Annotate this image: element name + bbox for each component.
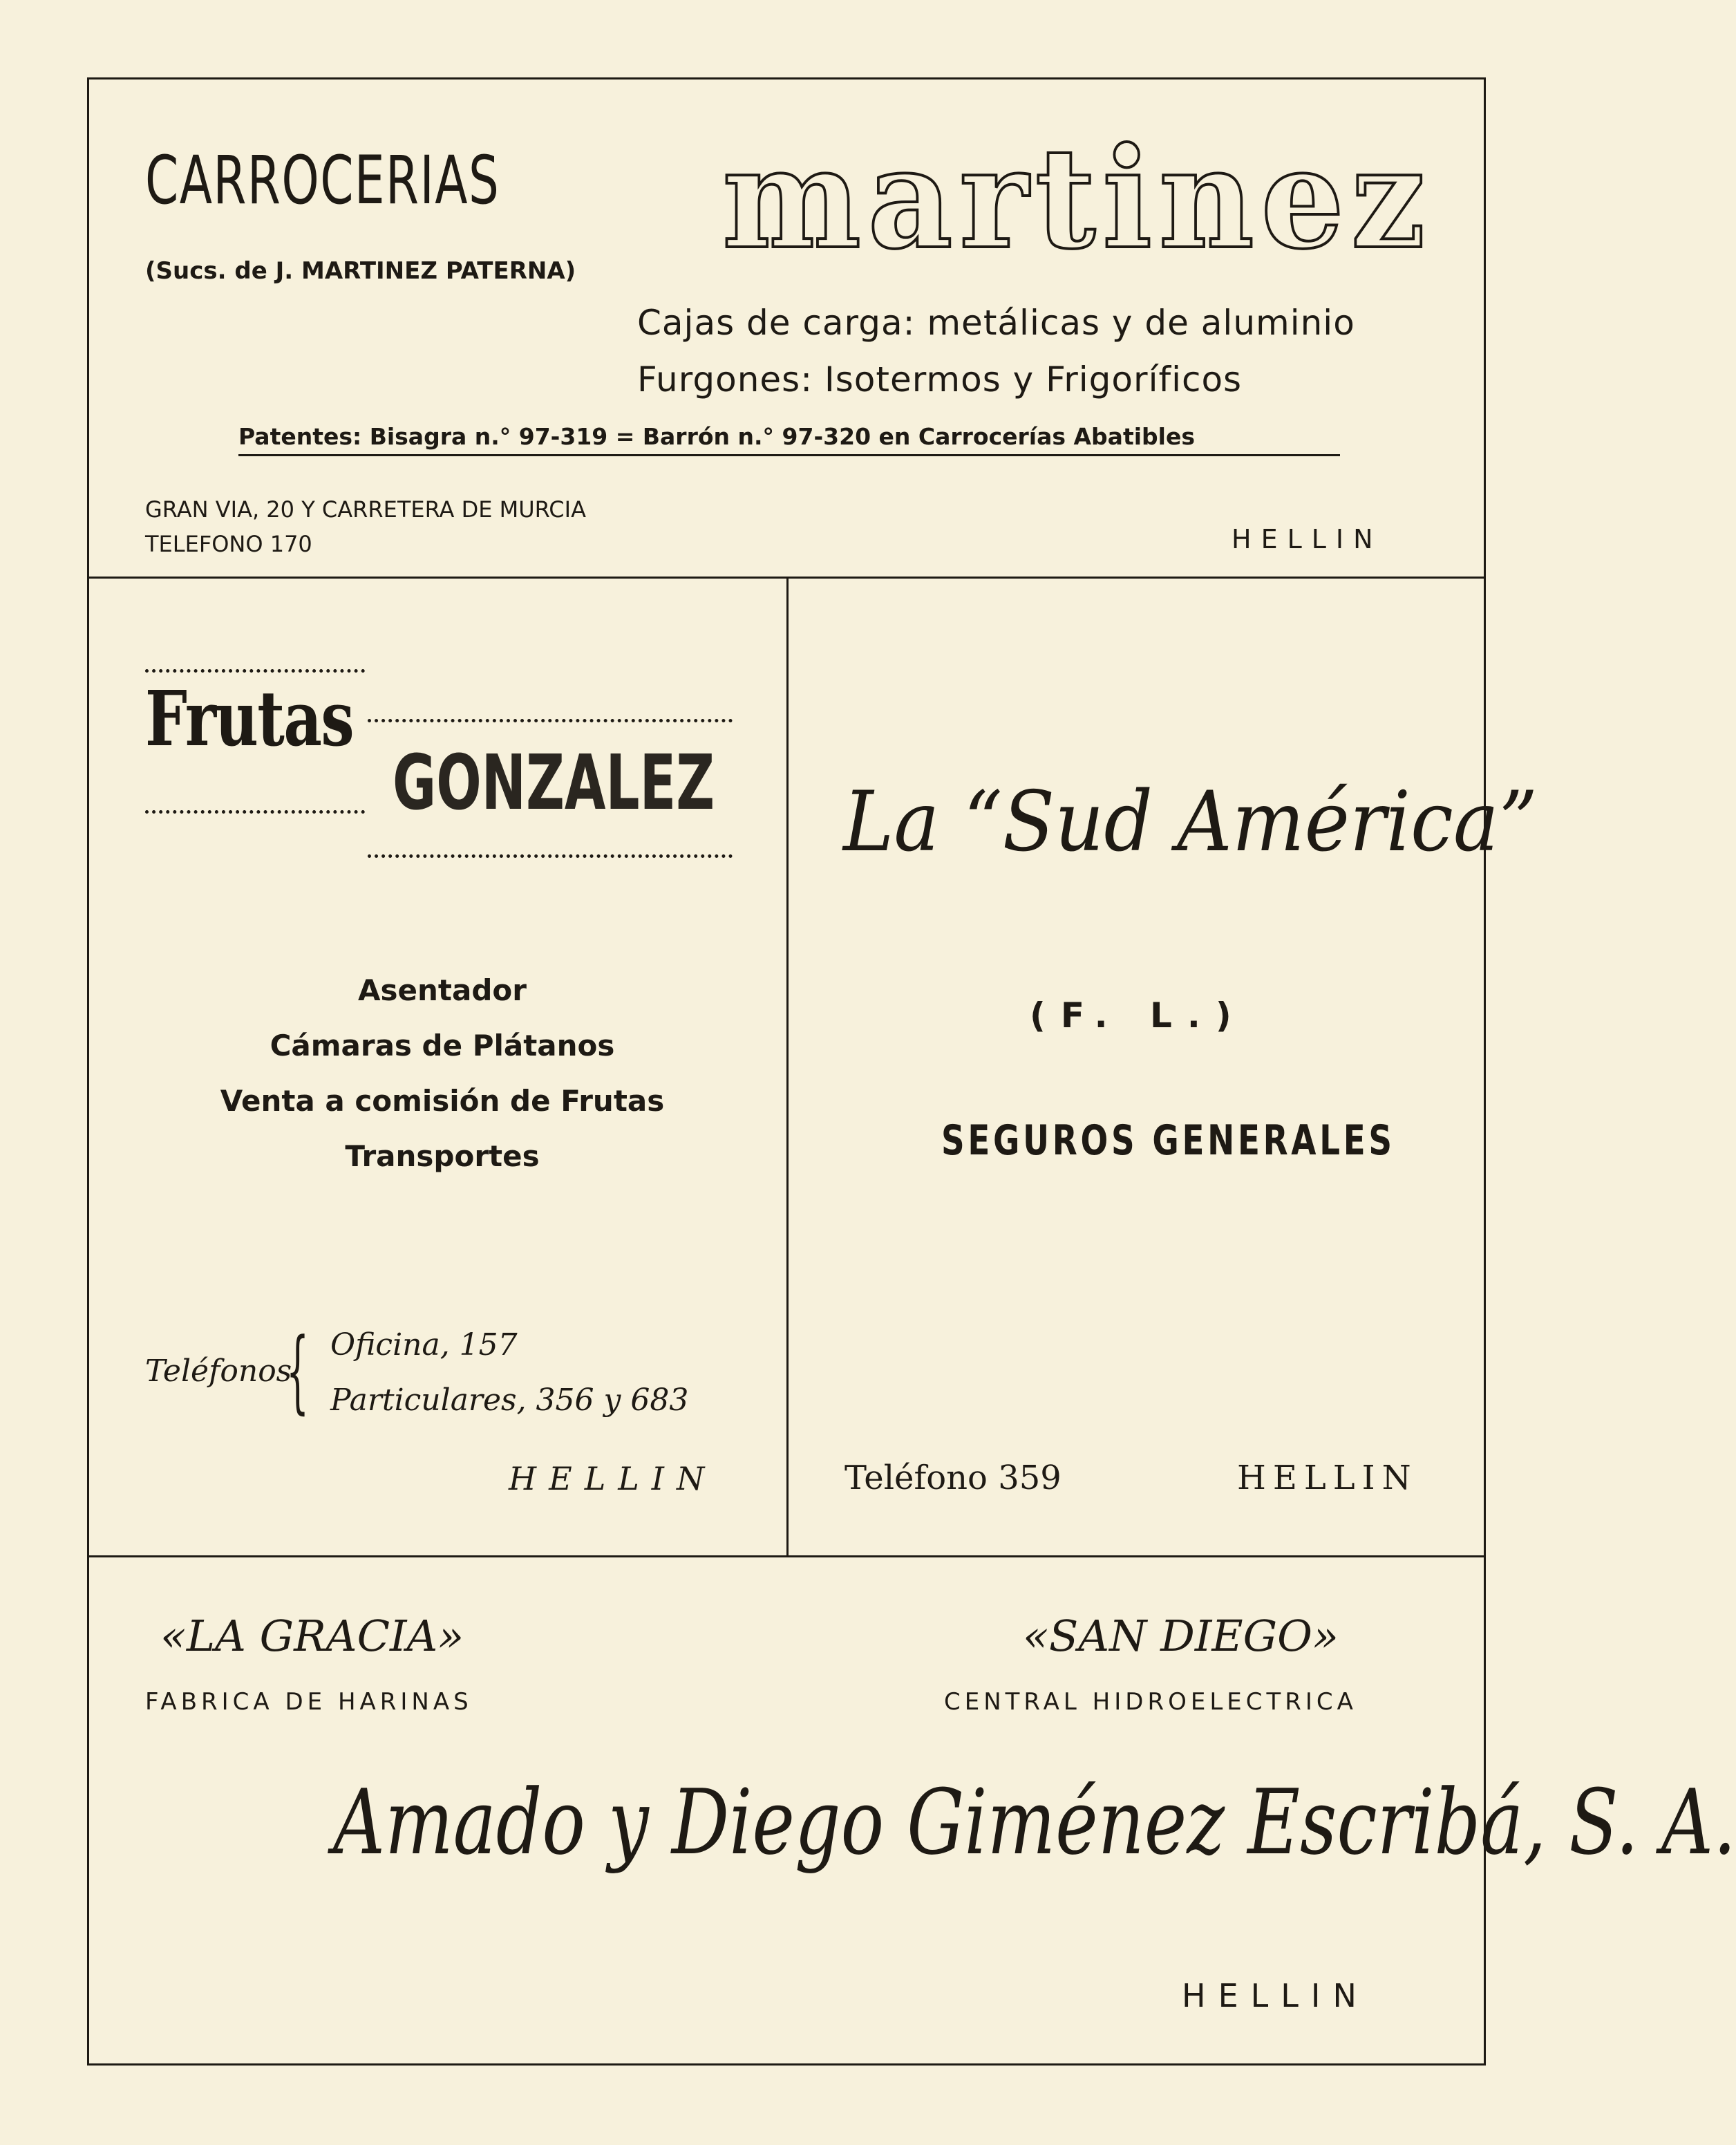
brace: { <box>286 1318 310 1423</box>
city-label: HELLIN <box>1182 1977 1369 2014</box>
phone-line: TELEFONO 170 <box>145 531 312 557</box>
flour-factory-label: FABRICA DE HARINAS <box>145 1688 473 1716</box>
martinez-brand: martinez <box>722 118 1433 280</box>
patents-line: Patentes: Bisagra n.° 97-319 = Barrón n.° 97-320 en Carrocerías Abatibles <box>238 423 1195 450</box>
office-phone: Oficina, 157 <box>330 1327 518 1362</box>
la-gracia-title: «LA GRACIA» <box>160 1611 464 1661</box>
carrocerias-heading: CARROCERIAS <box>145 142 500 219</box>
telephones-label: Teléfonos <box>145 1353 292 1389</box>
service-transportes: Transportes <box>345 1139 540 1173</box>
divider-middle <box>786 578 789 1555</box>
insurance-tagline: SEGUROS GENERALES <box>941 1116 1395 1165</box>
city-label: HELLIN <box>1232 524 1383 554</box>
divider-bottom <box>87 1555 1486 1557</box>
city-label: HELLIN <box>509 1460 717 1497</box>
private-phones: Particulares, 356 y 683 <box>330 1383 689 1418</box>
gonzalez-heading: GONZALEZ <box>393 738 715 827</box>
company-name: Amado y Diego Giménez Escribá, S. A. <box>333 1770 1736 1875</box>
fl-label: (F. L.) <box>1030 995 1247 1036</box>
hydroelectric-label: CENTRAL HIDROELECTRICA <box>944 1688 1357 1716</box>
dotted-rule <box>145 810 365 814</box>
vans-line: Furgones: Isotermos y Frigoríficos <box>637 359 1243 400</box>
la-sud-america-logo: La “Sud América” <box>843 774 1538 870</box>
city-label: HELLIN <box>1237 1459 1418 1497</box>
service-venta: Venta a comisión de Frutas <box>220 1084 665 1118</box>
address-line: GRAN VIA, 20 Y CARRETERA DE MURCIA <box>145 496 586 523</box>
dotted-rule <box>368 854 733 858</box>
cargo-boxes-line: Cajas de carga: metálicas y de aluminio <box>637 303 1355 343</box>
patents-block <box>238 423 1340 456</box>
successors-line: (Sucs. de J. MARTINEZ PATERNA) <box>145 257 576 285</box>
frutas-heading: Frutas <box>145 674 354 763</box>
phone-line: Teléfono 359 <box>845 1459 1062 1497</box>
patents-underline <box>238 454 1340 456</box>
dotted-rule <box>145 669 365 673</box>
service-asentador: Asentador <box>358 973 527 1007</box>
san-diego-title: «SAN DIEGO» <box>1023 1611 1339 1661</box>
dotted-rule <box>368 719 733 722</box>
service-camaras: Cámaras de Plátanos <box>270 1029 615 1062</box>
